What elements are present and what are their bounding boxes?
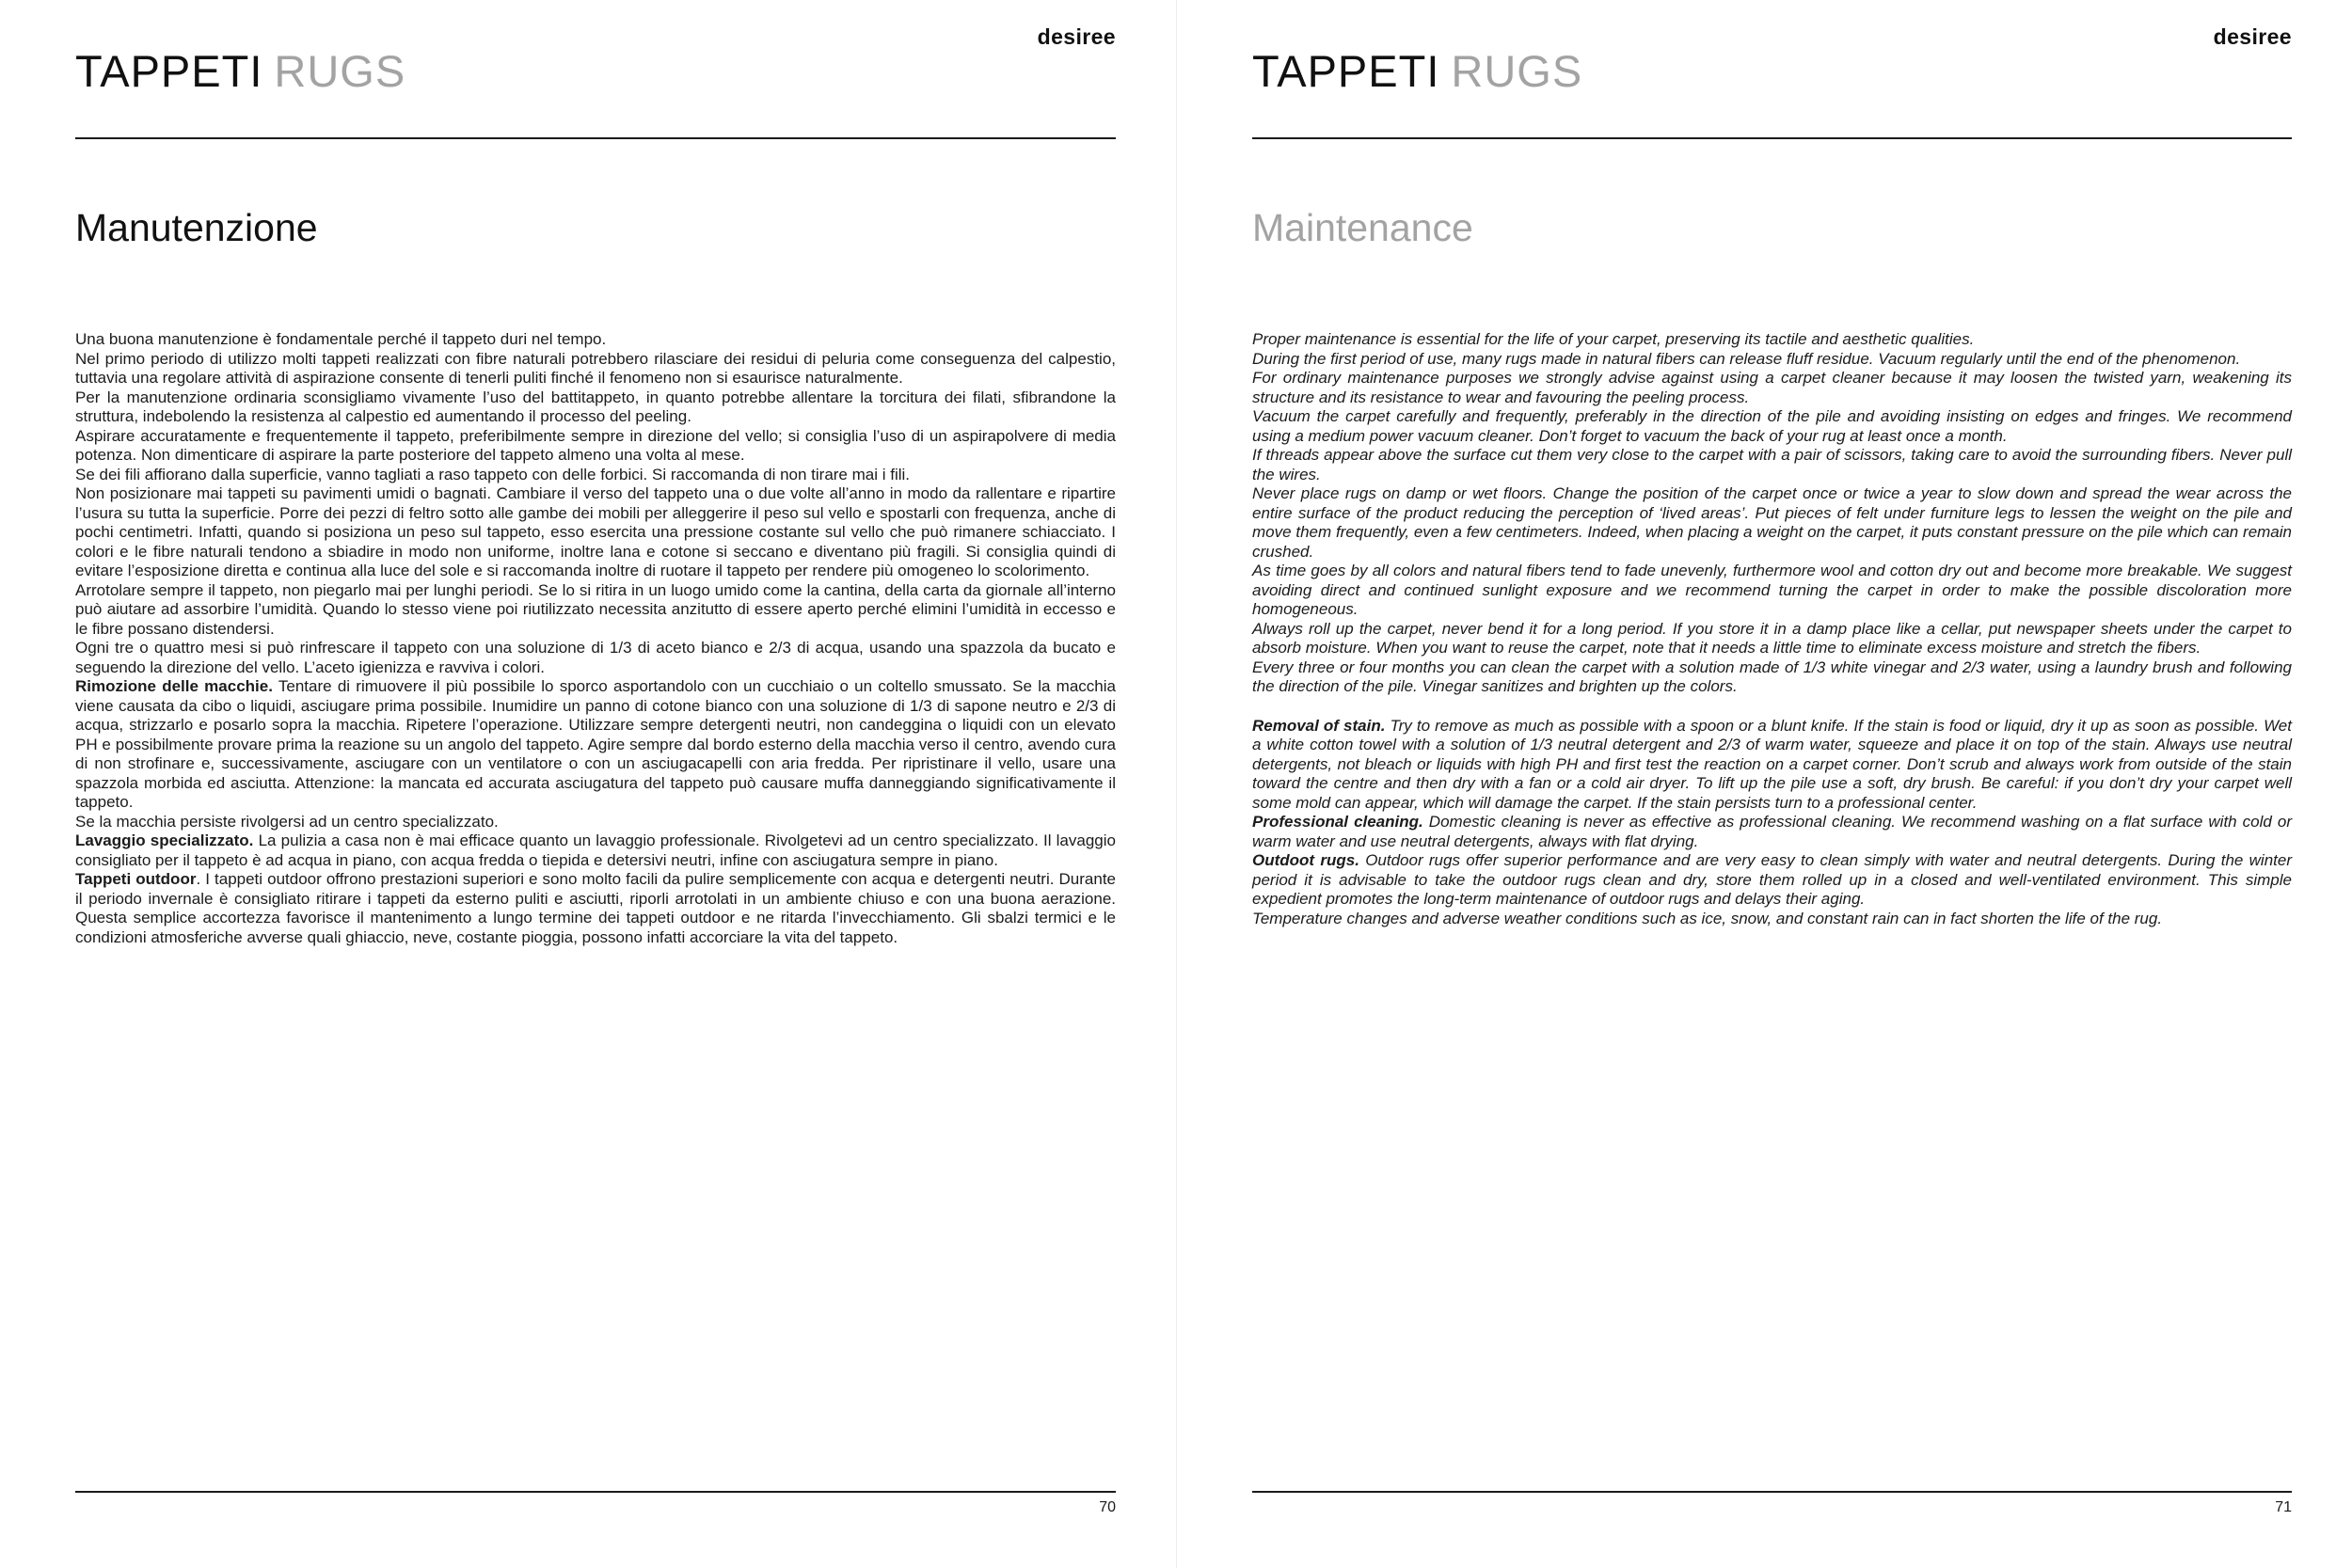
paragraph-lead: Professional cleaning. — [1252, 813, 1423, 831]
page-title — [1252, 45, 1582, 97]
paragraph — [75, 639, 1116, 677]
paragraph — [1252, 910, 2292, 929]
section-title: Maintenance — [1252, 206, 1473, 249]
section-title: Manutenzione — [75, 206, 318, 249]
paragraph — [1252, 369, 2292, 407]
paragraph — [1252, 484, 2292, 562]
paragraph-text: Nel primo periodo di utilizzo molti tappeti realizzati con fibre naturali potrebbero rilasciare dei residui di peluria come conseguenza del calpestio, tuttavia una regolare attività di aspirazione consente di tenerli puliti finché il fenomeno non si esaurisce naturalmente. — [75, 349, 1116, 387]
paragraph — [75, 832, 1116, 870]
paragraph-text: Never place rugs on damp or wet floors. Change the position of the carpet once or twice a year to slow down and spread the wear across the entire surface of the product reducing the perception of ‘lived areas’. Put pieces of felt under furniture legs to lessen the weight on the pile and move them frequently, even a few centimeters. Indeed, when placing a weight on the carpet, it puts constant pressure on the pile which can remain crushed. — [1252, 484, 2292, 561]
paragraph-text: La pulizia a casa non è mai efficace quanto un lavaggio professionale. Rivolgetevi ad un centro specializzato. Il lavaggio consigliato per il tappeto è ad acqua in piano, con acqua fredda o tiepida e detersivi neutri, infine con asciugatura sempre in piano. — [75, 832, 1116, 869]
paragraph-text: Arrotolare sempre il tappeto, non piegarlo mai per lunghi periodi. Se lo si ritira in un luogo umido come la cantina, della carta da giornale all’interno può aiutare ad assorbire l’umidità. Quando lo stesso viene poi riutilizzato necessita anzitutto di essere aperto perché elimini l’umidità in eccesso e le fibre possano distendersi. — [75, 580, 1116, 638]
paragraph — [1252, 658, 2292, 697]
body-text — [1252, 330, 2292, 928]
paragraph-text: Una buona manutenzione è fondamentale perché il tappeto duri nel tempo. — [75, 330, 607, 348]
paragraph-lead: Outdoot rugs. — [1252, 851, 1359, 869]
header-rule — [75, 137, 1116, 139]
title-secondary: RUGS — [274, 46, 406, 96]
paragraph — [75, 427, 1116, 466]
paragraph-text: Aspirare accuratamente e frequentemente il tappeto, preferibilmente sempre in direzione del vello; si consiglia l’uso di un aspirapolvere di media potenza. Non dimenticare di aspirare la parte posteriore del tappeto almeno una volta al mese. — [75, 426, 1116, 464]
brand-logo: desiree — [2213, 24, 2292, 49]
page-right — [1176, 0, 2352, 1568]
paragraph-text: Ogni tre o quattro mesi si può rinfrescare il tappeto con una soluzione di 1/3 di aceto bianco e 2/3 di acqua, usando una spazzola da bucato e seguendo la direzione del vello. L’aceto igienizza e ravviva i colori. — [75, 639, 1116, 676]
paragraph — [75, 388, 1116, 427]
page-number: 71 — [2275, 1499, 2292, 1515]
paragraph-text: Domestic cleaning is never as effective as professional cleaning. We recommend washing on a flat surface with cold or warm water and use neutral detergents, always with flat drying. — [1252, 813, 2292, 850]
paragraph — [75, 466, 1116, 485]
title-primary: TAPPETI — [1252, 46, 1440, 96]
paragraph-text: Always roll up the carpet, never bend it for a long period. If you store it in a damp place like a cellar, put newspaper sheets under the carpet to absorb moisture. When you want to reuse the carpet, note that it needs a little time to eliminate excess moisture and stretch the fibers. — [1252, 619, 2292, 657]
paragraph-text: . I tappeti outdoor offrono prestazioni superiori e sono molto facili da pulire semplicemente con acqua e detergenti neutri. Durante il periodo invernale è consigliato ritirare i tappeti da esterno puliti e asciutti, riporli arrotolati in un ambiente chiuso e con una buona aerazione. Questa semplice accortezza favorisce il mantenimento a lungo termine dei tappeti outdoor e ne ritarda l’invecchiamento. Gli sbalzi termici e le condizioni atmosferiche avverse quali ghiaccio, neve, costante pioggia, possono infatti accorciare la vita del tappeto. — [75, 870, 1116, 946]
paragraph — [1252, 620, 2292, 658]
paragraph-text: For ordinary maintenance purposes we strongly advise against using a carpet cleaner because it may loosen the twisted yarn, weakening its structure and its resistance to wear and favouring the peeling process. — [1252, 369, 2292, 406]
paragraph-text: Tentare di rimuovere il più possibile lo sporco asportandolo con un cucchiaio o un coltello smussato. Se la macchia viene causata da cibo o liquidi, asciugare prima possibile. Inumidire un panno di cotone bianco con una soluzione di 1/3 di sapone neutro e 2/3 di acqua, strizzarlo e posarlo sopra la macchia. Ripetere l’operazione. Utilizzare sempre detergenti neutri, non candeggina o liquidi con un elevato PH e possibilmente provare prima la reazione su un angolo del tappeto. Agire sempre dal bordo esterno della macchia verso il centro, avendo cura di non strofinare e, successivamente, asciugare con un ventilatore o con un asciugacapelli con aria fredda. Per ripristinare il vello, usare una spazzola morbida ed asciutta. Attenzione: la mancata ed accurata asciugatura del tappeto può causare muffa danneggiando significativamente il tappeto. — [75, 677, 1116, 811]
paragraph-text: As time goes by all colors and natural fibers tend to fade unevenly, furthermore wool and cotton dry out and become more breakable. We suggest avoiding direct and continued sunlight exposure and we recommend turning the carpet in order to make the possible discoloration more homogeneous. — [1252, 562, 2292, 618]
title-primary: TAPPETI — [75, 46, 263, 96]
paragraph — [75, 581, 1116, 640]
paragraph — [75, 484, 1116, 581]
paragraph — [1252, 717, 2292, 814]
footer-rule — [1252, 1491, 2292, 1493]
paragraph — [1252, 813, 2292, 851]
paragraph — [75, 813, 1116, 832]
paragraph-lead: Rimozione delle macchie. — [75, 677, 273, 695]
paragraph — [1252, 446, 2292, 484]
paragraph-lead: Removal of stain. — [1252, 716, 1386, 735]
paragraph-text: Se la macchia persiste rivolgersi ad un centro specializzato. — [75, 812, 499, 831]
body-text — [75, 330, 1116, 947]
paragraph-lead: Lavaggio specializzato. — [75, 832, 254, 849]
paragraph-text: During the first period of use, many rugs made in natural fibers can release fluff residue. Vacuum regularly until the end of the phenomenon. — [1252, 349, 2241, 368]
paragraph-text: Temperature changes and adverse weather conditions such as ice, snow, and constant rain can in fact shorten the life of the rug. — [1252, 909, 2163, 927]
page-title — [75, 45, 405, 97]
paragraph-text: Every three or four months you can clean the carpet with a solution made of 1/3 white vinegar and 2/3 water, using a laundry brush and following the direction of the pile. Vinegar sanitizes and brighten up the colors. — [1252, 657, 2292, 695]
paragraph-text: Proper maintenance is essential for the life of your carpet, preserving its tactile and aesthetic qualities. — [1252, 330, 1975, 348]
paragraph-text: Per la manutenzione ordinaria sconsigliamo vivamente l’uso del battitappeto, in quanto potrebbe allentare la torcitura dei filati, sfibrandone la struttura, indebolendo la resistenza al calpestio ed aumentando il processo del peeling. — [75, 388, 1116, 425]
paragraph-text: If threads appear above the surface cut them very close to the carpet with a pair of scissors, taking care to avoid the surrounding fibers. Never pull the wires. — [1252, 446, 2292, 483]
paragraph — [1252, 851, 2292, 910]
paragraph-text: Try to remove as much as possible with a spoon or a blunt knife. If the stain is food or liquid, dry it up as soon as possible. Wet a white cotton towel with a solution of 1/3 neutral detergent and 2/3 of warm water, squeeze and place it on top of the stain. Always use neutral detergents, not bleach or liquids with high PH and first test the reaction on a carpet corner. Don’t scrub and always work from outside of the stain toward the centre and then dry with a fan or a cold air dryer. To lift up the pile use a soft, dry brush. Be careful: if you don’t dry your carpet well some mold can appear, which will damage the carpet. If the stain persists turn to a professional center. — [1252, 716, 2292, 812]
header-rule — [1252, 137, 2292, 139]
paragraph — [1252, 407, 2292, 446]
paragraph — [1252, 330, 2292, 350]
paragraph — [1252, 562, 2292, 620]
paragraph-text: Se dei fili affiorano dalla superficie, vanno tagliati a raso tappeto con delle forbici. Si raccomanda di non tirare mai i fili. — [75, 465, 911, 483]
paragraph — [75, 330, 1116, 350]
paragraph — [75, 677, 1116, 813]
brand-logo: desiree — [1037, 24, 1116, 49]
page-number: 70 — [1099, 1499, 1116, 1515]
paragraph — [75, 870, 1116, 947]
paragraph — [1252, 350, 2292, 370]
paragraph-lead: Tappeti outdoor — [75, 870, 197, 888]
paragraph-text: Vacuum the carpet carefully and frequently, preferably in the direction of the pile and avoiding insisting on edges and fringes. We recommend using a medium power vacuum cleaner. Don’t forget to vacuum the back of your rug at least once a month. — [1252, 407, 2292, 445]
paragraph — [75, 350, 1116, 388]
paragraph-text: Outdoor rugs offer superior performance and are very easy to clean simply with water and neutral detergents. During the winter period it is advisable to take the outdoor rugs clean and dry, store them rolled up in a closed and well-ventilated environment. This simple expedient promotes the long-term maintenance of outdoor rugs and delays their aging. — [1252, 851, 2292, 908]
footer-rule — [75, 1491, 1116, 1493]
title-secondary: RUGS — [1451, 46, 1583, 96]
paragraph-text: Non posizionare mai tappeti su pavimenti umidi o bagnati. Cambiare il verso del tappeto una o due volte all’anno in modo da rallentare e ripartire l’usura su tutta la superficie. Porre dei pezzi di feltro sotto alle gambe dei mobili per alleggerire il peso sul vello e spostarli con frequenza, anche di pochi centimetri. Infatti, quando si posiziona un peso sul tappeto, esso esercita una pressione costante sul vello che può rimanere schiacciato. I colori e le fibre naturali tendono a sbiadire in modo non uniforme, inoltre lana e cotone si seccano e diventano più fragili. Si consiglia quindi di evitare l’esposizione diretta e continua alla luce del sole e si raccomanda inoltre di ruotare il tappeto per rendere più omogeneo lo scolorimento. — [75, 484, 1116, 579]
